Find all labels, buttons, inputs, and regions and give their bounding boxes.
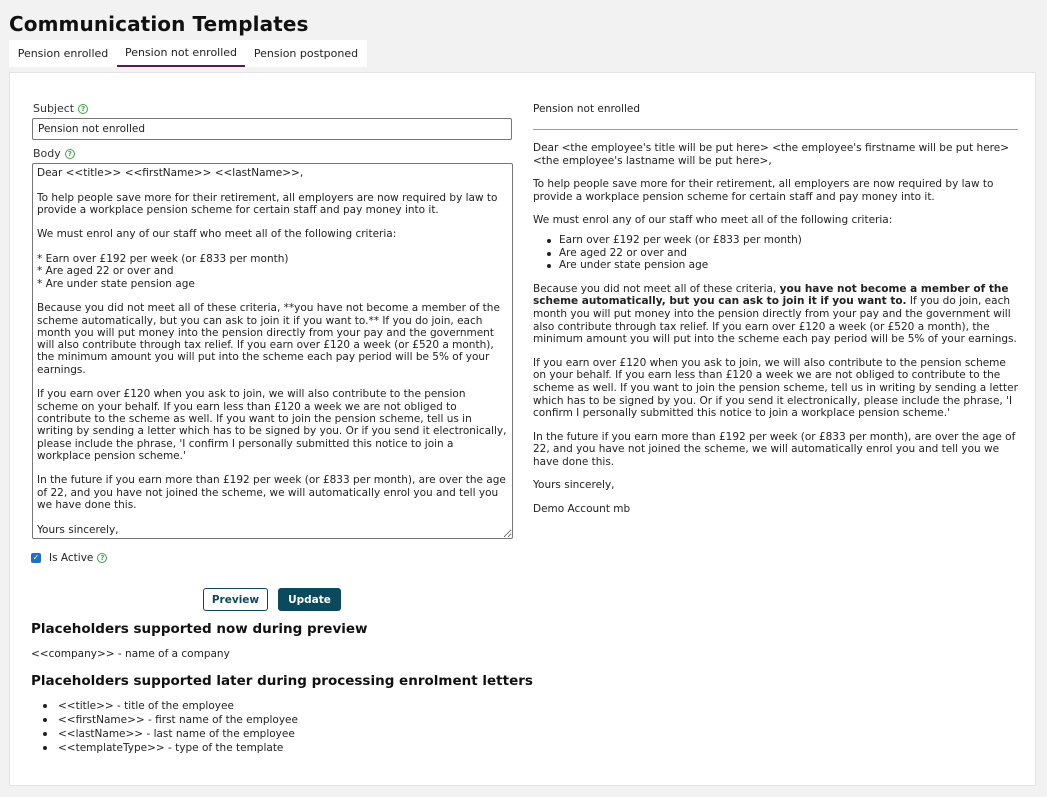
- subject-input[interactable]: [32, 118, 512, 140]
- list-item: <<lastName>> - last name of the employee: [43, 727, 298, 741]
- preview-paragraph: [533, 283, 1018, 346]
- help-circle-icon[interactable]: ?: [78, 104, 88, 114]
- preview-text: If you do join, each month you will put money into the pension directly from your pay and the government will also contribute through tax relief. If you earn over £120 a week (or £520 a month), the minimum amount you will put into the scheme each pay period will be 5% of your earnings.: [533, 295, 1017, 346]
- preview-pane: [533, 103, 1018, 527]
- body-textarea[interactable]: [32, 163, 513, 539]
- preview-paragraph: We must enrol any of our staff who meet all of the following criteria:: [533, 214, 893, 227]
- list-item: Earn over £192 per week (or £833 per month): [547, 234, 1018, 247]
- preview-closing: Yours sincerely,: [533, 479, 615, 492]
- placeholders-later-list: [43, 699, 298, 755]
- preview-criteria-list: [533, 234, 1018, 272]
- preview-subject: Pension not enrolled: [533, 103, 640, 115]
- preview-text: Because you did not meet all of these criteria,: [533, 282, 780, 295]
- template-editor-card: [9, 72, 1036, 786]
- preview-bold-text: you have not become a member of the scheme automatically, but you can ask to join it if you want to.: [533, 282, 1009, 308]
- preview-paragraph: If you earn over £120 when you ask to join, we will also contribute to the pension scheme on your behalf. If you earn less than £120 a week we are not obliged to contribute to the scheme as well. If you want to join the pension scheme, tell us in writing by sending a letter which has to be signed by you. Or if you send it electronically, please include the phrase, 'I confirm I personally submitted this notice to join a workplace pension scheme.': [533, 356, 1018, 420]
- preview-paragraph: In the future if you earn more than £192 per week (or £833 per month), are over the age of 22, and you have not joined the scheme, we will automatically enrol you and tell you we have done this.: [533, 430, 1016, 468]
- is-active-checkbox[interactable]: [31, 553, 41, 563]
- help-circle-icon[interactable]: ?: [97, 553, 107, 563]
- preview-button[interactable]: Preview: [203, 588, 268, 611]
- preview-company: Demo Account mb: [533, 503, 631, 516]
- help-circle-icon[interactable]: ?: [65, 149, 75, 159]
- preview-paragraph: To help people save more for their retirement, all employers are now required by law to provide a workplace pension scheme for certain staff and pay money into it.: [533, 178, 994, 203]
- list-item: Are under state pension age: [547, 259, 1018, 272]
- is-active-row: [31, 552, 107, 564]
- is-active-label: Is Active: [49, 552, 94, 564]
- tab-pension-enrolled[interactable]: Pension enrolled: [17, 47, 109, 60]
- update-button[interactable]: Update: [278, 588, 341, 611]
- tab-pension-postponed[interactable]: Pension postponed: [253, 47, 359, 60]
- subject-label-row: [33, 102, 88, 115]
- list-item: <<title>> - title of the employee: [43, 699, 298, 713]
- preview-divider: [533, 129, 1018, 130]
- list-item: <<templateType>> - type of the template: [43, 741, 298, 755]
- body-label: Body: [33, 147, 61, 160]
- placeholders-now-heading: Placeholders supported now during preview: [31, 621, 368, 637]
- list-item: <<firstName>> - first name of the employee: [43, 713, 298, 727]
- subject-label: Subject: [33, 102, 75, 115]
- tab-pension-not-enrolled[interactable]: Pension not enrolled: [117, 40, 245, 67]
- placeholder-now-item: <<company>> - name of a company: [31, 648, 230, 660]
- placeholders-later-heading: Placeholders supported later during processing enrolment letters: [31, 673, 533, 689]
- page-title: Communication Templates: [9, 12, 309, 36]
- preview-greeting: Dear <the employee's title will be put here> <the employee's firstname will be put here> <the employee's lastname will be put here>,: [533, 142, 1009, 167]
- body-label-row: [33, 147, 75, 160]
- checkmark-icon: ✓: [32, 553, 40, 562]
- list-item: Are aged 22 or over and: [547, 247, 1018, 260]
- template-tabs: [9, 40, 367, 67]
